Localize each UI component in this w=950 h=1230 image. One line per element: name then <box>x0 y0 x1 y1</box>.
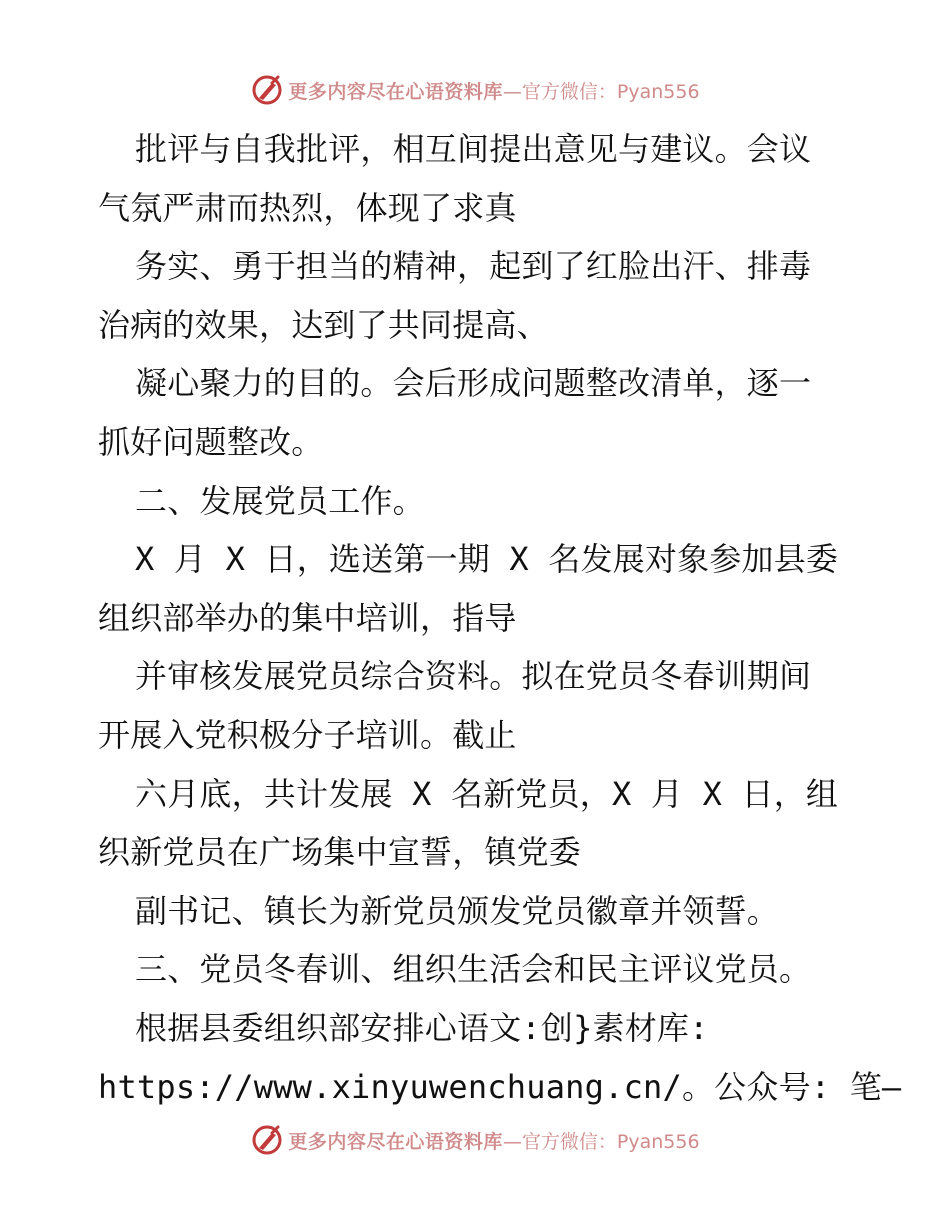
text-line: 开展入党积极分子培训。截止 <box>98 715 517 754</box>
document-body <box>98 120 902 1116</box>
watermark-main-text: 更多内容尽在心语资料库 <box>288 80 503 103</box>
text-line: 凝心聚力的目的。会后形成问题整改清单，逐一 <box>135 364 812 403</box>
text-line: https://www.xinyuwenchuang.cn/。公众号: 笔— <box>98 1067 902 1106</box>
text-line: 气氛严肃而热烈，体现了求真 <box>98 188 517 227</box>
text-line: 副书记、镇长为新党员颁发党员徽章并领誓。 <box>135 891 780 930</box>
text-line: 治病的效果，达到了共同提高、 <box>98 305 549 344</box>
text-line: 根据县委组织部安排心语文:创}素材库: <box>135 1008 709 1047</box>
text-line: 组织部举办的集中培训，指导 <box>98 598 517 637</box>
text-line: 抓好问题整改。 <box>98 422 324 461</box>
watermark-main-text: 更多内容尽在心语资料库 <box>288 1130 503 1153</box>
text-line: 并审核发展党员综合资料。拟在党员冬春训期间 <box>135 657 812 696</box>
text-line: 六月底，共计发展 X 名新党员，X 月 X 日，组 <box>135 774 839 813</box>
text-line: 织新党员在广场集中宣誓，镇党委 <box>98 833 582 872</box>
text-line: X 月 X 日，选送第一期 X 名发展对象参加县委 <box>135 540 839 579</box>
section-heading: 三、党员冬春训、组织生活会和民主评议党员。 <box>135 950 812 989</box>
header-watermark <box>0 70 950 110</box>
text-line: 务实、勇于担当的精神，起到了红脸出汗、排毒 <box>135 247 812 286</box>
footer-watermark <box>0 1120 950 1160</box>
watermark-suffix-text: —官方微信：Pyan556 <box>502 80 700 103</box>
watermark-suffix-text: —官方微信：Pyan556 <box>502 1130 700 1153</box>
section-heading: 二、发展党员工作。 <box>135 481 425 520</box>
text-line: 批评与自我批评，相互间提出意见与建议。会议 <box>135 130 812 168</box>
brush-pen-logo-icon <box>250 1123 284 1157</box>
brush-pen-logo-icon <box>250 73 284 107</box>
